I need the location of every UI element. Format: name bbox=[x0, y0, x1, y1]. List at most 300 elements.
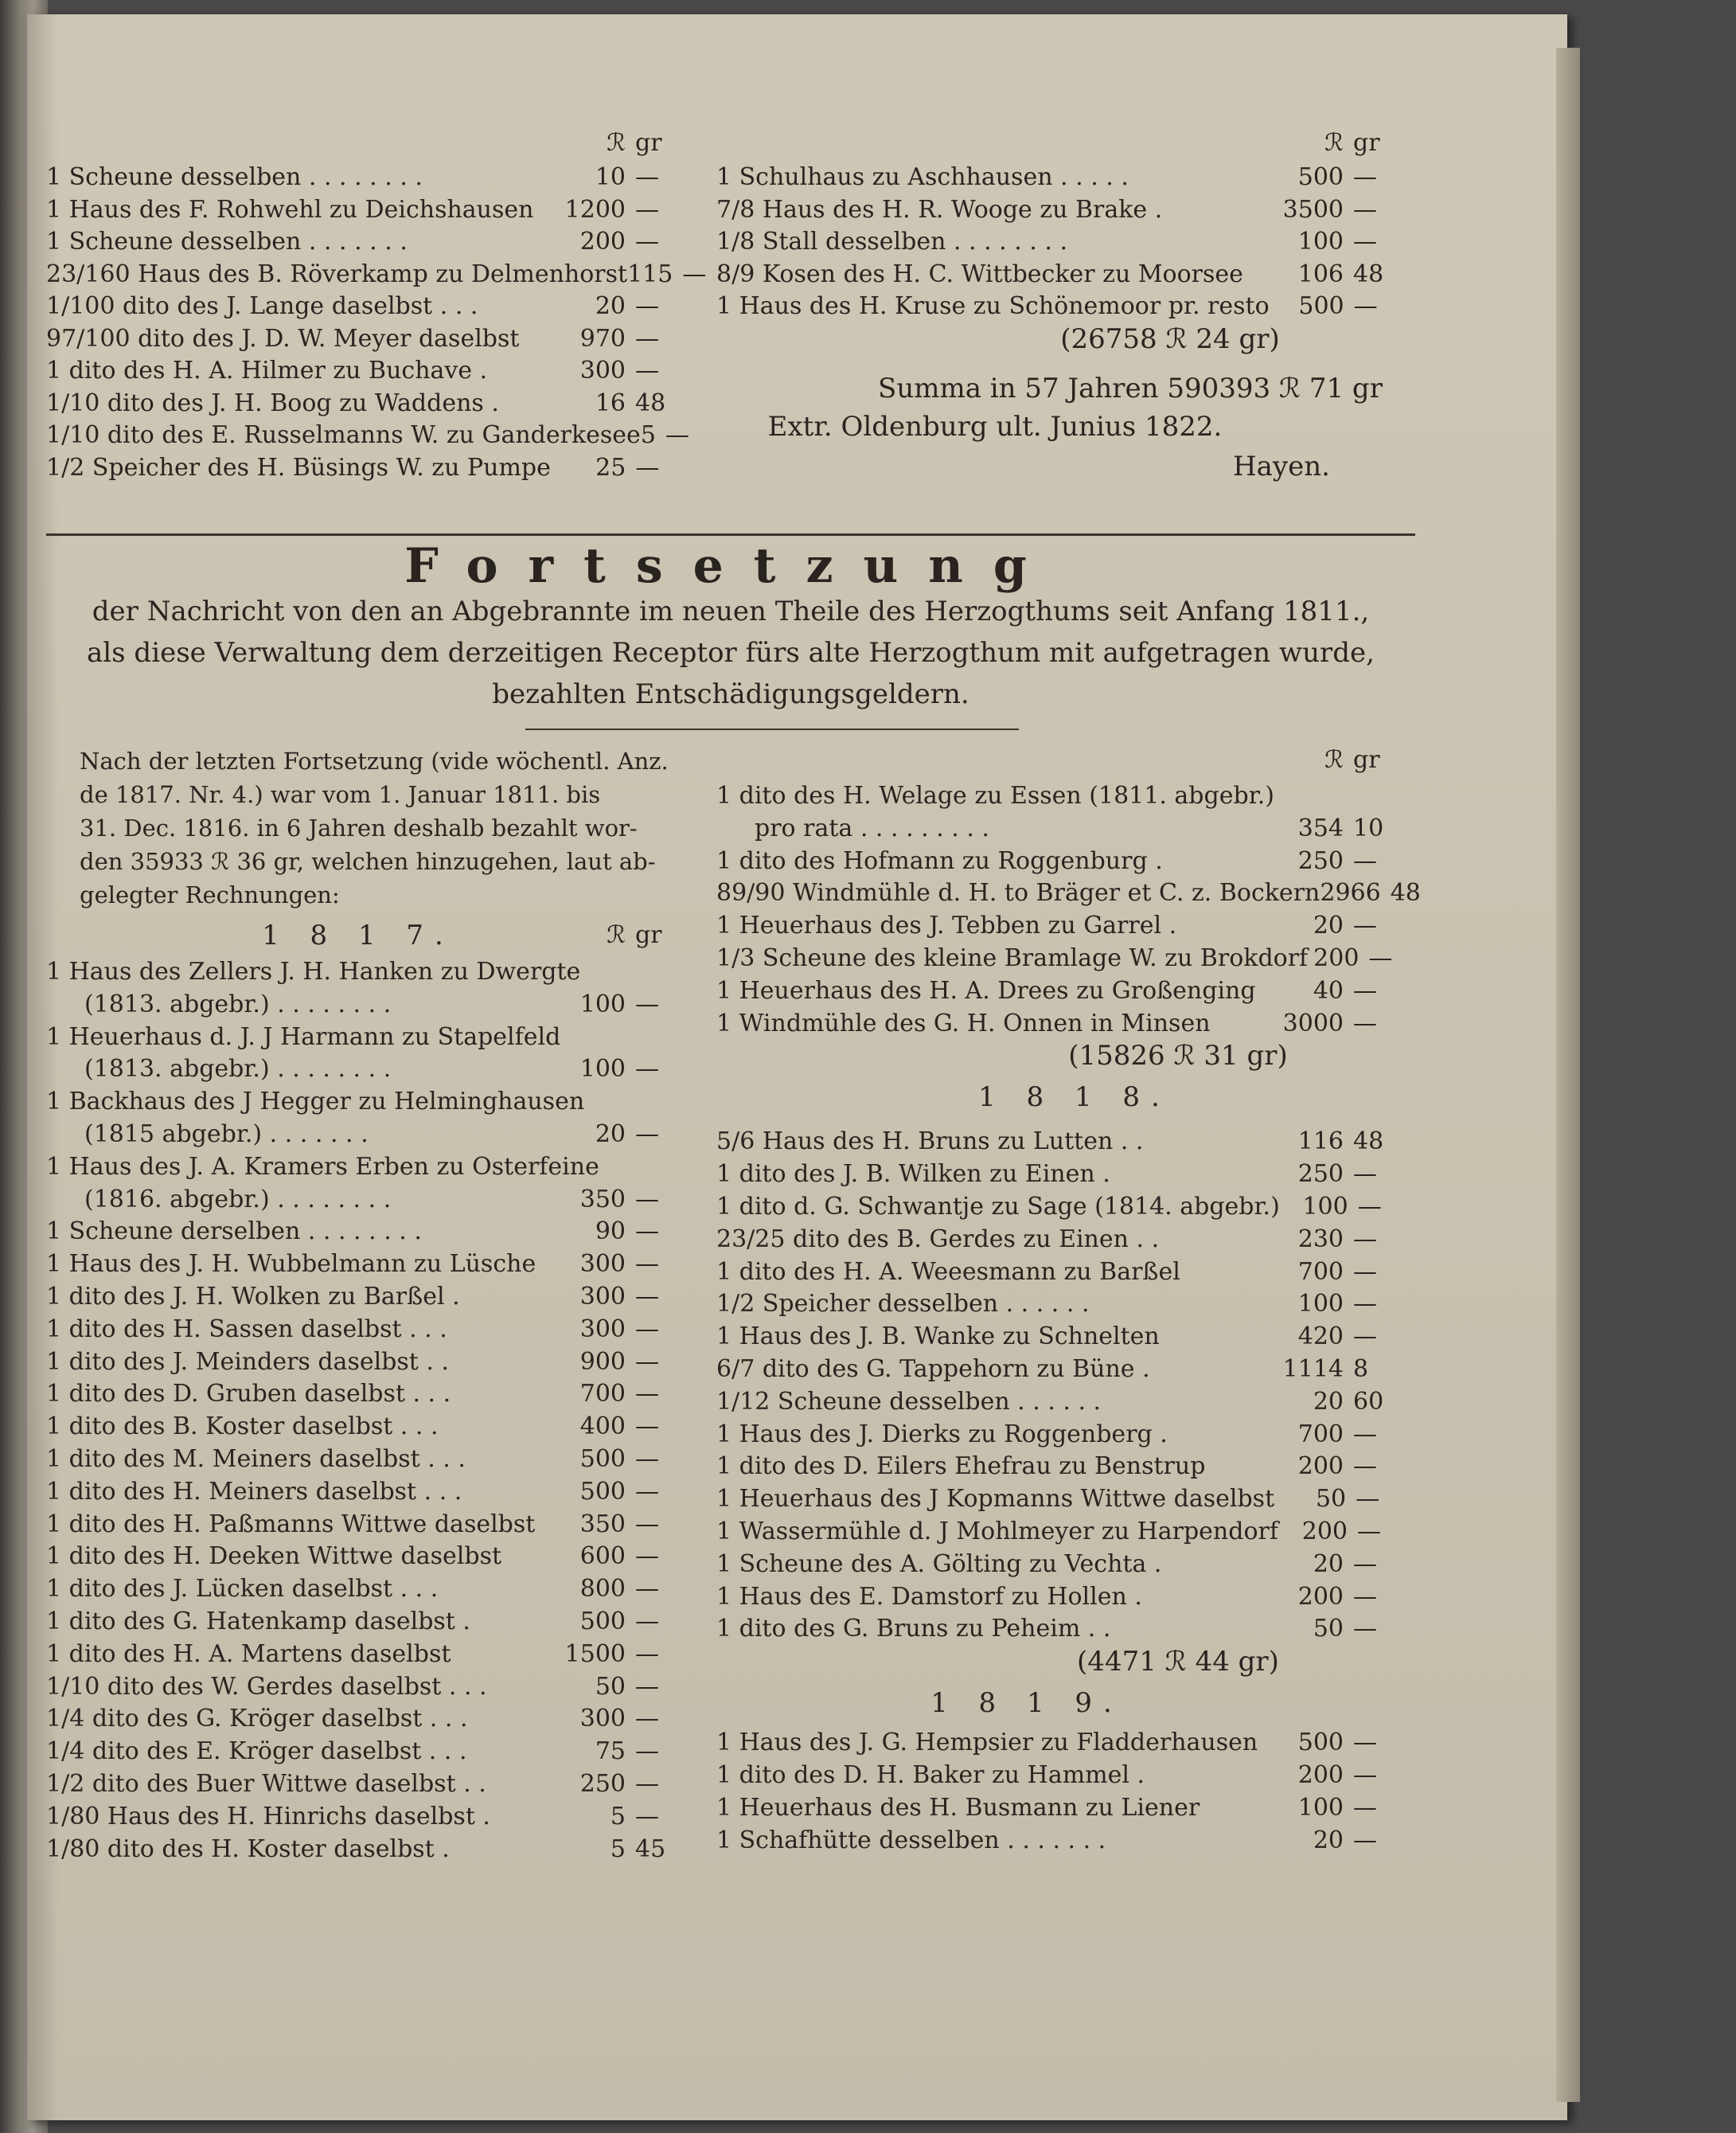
grote-unit-header: gr bbox=[1353, 129, 1380, 157]
entry-text: 1 dito des H. A. Martens daselbst bbox=[46, 1639, 451, 1668]
entry-thaler: 230 bbox=[1297, 1225, 1344, 1253]
intro-line: Nach der letzten Fortsetzung (vide wöchentl. Anz. bbox=[80, 748, 669, 775]
entry-thaler: 75 bbox=[595, 1737, 626, 1766]
entry-grote: — bbox=[635, 453, 660, 482]
right-column-header bbox=[716, 744, 1401, 776]
year-1817-row bbox=[46, 1573, 683, 1605]
entry-thaler: 20 bbox=[595, 292, 626, 320]
intro-line: de 1817. Nr. 4.) war vom 1. Januar 1811. bis bbox=[80, 781, 601, 808]
entry-thaler: 700 bbox=[1297, 1257, 1344, 1286]
year-1818-row bbox=[716, 1419, 1401, 1451]
entry-thaler: 2966 bbox=[1320, 879, 1381, 908]
entry-thaler: 600 bbox=[579, 1542, 626, 1571]
entry-thaler: 90 bbox=[595, 1217, 626, 1246]
top-left-row bbox=[46, 388, 683, 420]
entry-grote: 48 bbox=[635, 389, 666, 417]
right-1817-subtotal: (15826 ℛ 31 gr) bbox=[1068, 1040, 1288, 1072]
entry-text: 1 dito des J. Meinders daselbst . . bbox=[46, 1347, 449, 1376]
entry-grote: — bbox=[635, 195, 659, 224]
entry-grote: — bbox=[1353, 1290, 1377, 1318]
entry-text: 1 Haus des J. G. Hempsier zu Fladderhausen bbox=[716, 1729, 1258, 1757]
entry-text: 1 dito des D. Gruben daselbst . . . bbox=[46, 1380, 451, 1408]
entry-grote: — bbox=[665, 421, 689, 449]
top-left-row bbox=[46, 291, 683, 322]
entry-grote: — bbox=[635, 292, 659, 320]
entry-grote: — bbox=[1357, 1193, 1382, 1221]
entry-thaler: 100 bbox=[579, 990, 626, 1018]
entry-thaler: 500 bbox=[1297, 1729, 1344, 1757]
entry-text: (1815 abgebr.) . . . . . . . bbox=[84, 1120, 369, 1148]
entry-thaler: 106 bbox=[1297, 260, 1344, 288]
entry-grote: — bbox=[1353, 195, 1377, 224]
entry-thaler: 50 bbox=[1313, 1615, 1344, 1643]
year-1818-row bbox=[716, 1191, 1401, 1223]
entry-text: 1/100 dito des J. Lange daselbst . . . bbox=[46, 292, 478, 320]
year-1818-row bbox=[716, 1126, 1401, 1158]
year-1817-row bbox=[46, 1801, 683, 1833]
top-right-row bbox=[716, 194, 1401, 226]
entry-grote: — bbox=[1353, 846, 1377, 875]
entry-text: 1 Haus des J. H. Wubbelmann zu Lüsche bbox=[46, 1250, 536, 1279]
entry-thaler: 250 bbox=[1297, 1160, 1344, 1189]
entry-thaler: 100 bbox=[1302, 1193, 1348, 1221]
entry-grote: — bbox=[635, 990, 659, 1018]
entry-grote: — bbox=[635, 1737, 659, 1766]
entry-thaler: 3500 bbox=[1282, 195, 1344, 224]
year-1818-row bbox=[716, 1256, 1401, 1288]
entry-text: 1 dito des D. Eilers Ehefrau zu Benstrup bbox=[716, 1452, 1206, 1481]
entry-grote: — bbox=[635, 1412, 659, 1441]
entry-thaler: 500 bbox=[579, 1608, 626, 1635]
entry-text: 1/80 Haus des H. Hinrichs daselbst . bbox=[46, 1802, 490, 1830]
entry-grote: — bbox=[635, 1185, 659, 1213]
entry-text: 1 Haus des E. Damstorf zu Hollen . bbox=[716, 1582, 1142, 1611]
right-1817-row bbox=[716, 910, 1401, 942]
right-1817-row bbox=[716, 813, 1401, 845]
entry-thaler: 200 bbox=[1313, 944, 1360, 972]
entry-text: 1 Heuerhaus des J Kopmanns Wittwe daselbst bbox=[716, 1485, 1275, 1514]
entry-thaler: 100 bbox=[1297, 228, 1344, 256]
entry-text: 1 Backhaus des J Hegger zu Helminghausen bbox=[46, 1088, 585, 1116]
entry-text: 1 Heuerhaus des H. A. Drees zu Großenging bbox=[716, 976, 1256, 1005]
entry-thaler: 800 bbox=[579, 1575, 626, 1604]
year-1817-row bbox=[46, 1086, 683, 1118]
entry-text: 1/12 Scheune desselben . . . . . . bbox=[716, 1387, 1102, 1416]
thaler-unit-header: ℛ bbox=[607, 921, 626, 949]
year-1817-units bbox=[46, 920, 683, 951]
year-1817-row bbox=[46, 1119, 683, 1150]
entry-text: 1 Haus des Zellers J. H. Hanken zu Dwergte bbox=[46, 958, 581, 986]
entry-grote: — bbox=[635, 1380, 659, 1408]
right-1817-row bbox=[716, 1008, 1401, 1040]
entry-grote: 48 bbox=[1390, 879, 1421, 908]
entry-grote: — bbox=[635, 1283, 659, 1311]
entry-grote: — bbox=[635, 1477, 659, 1506]
entry-thaler: 300 bbox=[579, 1315, 626, 1343]
entry-grote: 60 bbox=[1353, 1387, 1384, 1416]
entry-grote: — bbox=[1353, 1322, 1377, 1351]
entry-thaler: 350 bbox=[579, 1185, 626, 1213]
entry-grote: — bbox=[1353, 1582, 1377, 1611]
year-1817-row bbox=[46, 1216, 683, 1248]
year-1819-heading: 1 8 1 9. bbox=[930, 1687, 1123, 1720]
entry-thaler: 200 bbox=[1297, 1761, 1344, 1789]
top-left-row bbox=[46, 420, 689, 451]
right-1817-row bbox=[716, 846, 1401, 877]
entry-grote: — bbox=[1353, 1615, 1377, 1643]
entry-thaler: 400 bbox=[579, 1412, 626, 1441]
entry-grote: — bbox=[1353, 1452, 1377, 1481]
entry-thaler: 354 bbox=[1297, 814, 1344, 842]
year-1817-row bbox=[46, 1834, 683, 1865]
year-1817-row bbox=[46, 1768, 683, 1800]
entry-thaler: 1200 bbox=[564, 195, 626, 224]
entry-text: 1 Haus des F. Rohwehl zu Deichshausen bbox=[46, 195, 534, 224]
entry-grote: — bbox=[635, 1608, 659, 1635]
entry-text: 23/160 Haus des B. Röverkamp zu Delmenhorst bbox=[46, 260, 628, 288]
entry-text: 89/90 Windmühle d. H. to Bräger et C. z. Bockern bbox=[716, 879, 1321, 908]
entry-thaler: 300 bbox=[579, 357, 626, 385]
entry-grote: 10 bbox=[1353, 814, 1384, 842]
top-right-row bbox=[716, 259, 1401, 291]
entry-text: 6/7 dito des G. Tappehorn zu Büne . bbox=[716, 1355, 1150, 1383]
entry-thaler: 200 bbox=[1297, 1582, 1344, 1611]
year-1817-row bbox=[46, 989, 683, 1021]
year-1818-row bbox=[716, 1581, 1401, 1613]
entry-grote: 48 bbox=[1353, 260, 1384, 288]
entry-thaler: 500 bbox=[579, 1445, 626, 1473]
signature: Hayen. bbox=[1233, 450, 1330, 482]
entry-text: 1 dito des J. B. Wilken zu Einen . bbox=[716, 1160, 1110, 1189]
entry-grote: — bbox=[635, 1055, 659, 1084]
top-right-row bbox=[716, 162, 1401, 193]
entry-thaler: 115 bbox=[627, 260, 673, 288]
entry-thaler: 25 bbox=[595, 453, 626, 482]
year-1818-row bbox=[716, 1483, 1401, 1515]
entry-thaler: 700 bbox=[1297, 1420, 1344, 1448]
year-1817-row bbox=[46, 1378, 683, 1410]
year-1817-row bbox=[46, 956, 683, 988]
entry-thaler: 200 bbox=[579, 228, 626, 256]
right-1817-row bbox=[716, 975, 1401, 1007]
entry-grote: — bbox=[1353, 1160, 1377, 1189]
entry-thaler: 500 bbox=[579, 1477, 626, 1506]
year-1818-row bbox=[716, 1158, 1401, 1190]
entry-text: 1/10 dito des J. H. Boog zu Waddens . bbox=[46, 389, 499, 417]
top-left-row bbox=[46, 226, 683, 258]
entry-thaler: 500 bbox=[1298, 292, 1344, 320]
year-1819-row bbox=[716, 1727, 1401, 1759]
entry-text: 1 Scheune desselben . . . . . . . bbox=[46, 228, 408, 256]
entry-thaler: 500 bbox=[1297, 163, 1344, 191]
entry-grote: — bbox=[635, 324, 659, 353]
entry-text: 1/2 Speicher desselben . . . . . . bbox=[716, 1290, 1090, 1318]
entry-text: 1 Haus des J. B. Wanke zu Schnelten bbox=[716, 1322, 1160, 1351]
heading-line-2: als diese Verwaltung dem derzeitigen Receptor fürs alte Herzogthum mit aufgetragen wurde, bbox=[87, 637, 1375, 669]
thaler-unit-header: ℛ bbox=[1324, 129, 1344, 157]
year-1818-row bbox=[716, 1451, 1401, 1483]
entry-text: 1 dito des H. Welage zu Essen (1811. abgebr.) bbox=[716, 782, 1274, 810]
year-1817-row bbox=[46, 1606, 683, 1638]
entry-grote: — bbox=[635, 1705, 659, 1733]
entry-thaler: 50 bbox=[595, 1672, 626, 1701]
section-title: Fortsetzung bbox=[404, 538, 1057, 594]
year-1817-row bbox=[46, 1541, 683, 1572]
entry-text: 1 Wassermühle d. J Mohlmeyer zu Harpendorf bbox=[716, 1518, 1278, 1545]
entry-grote: 8 bbox=[1353, 1355, 1369, 1383]
extract-line: Extr. Oldenburg ult. Junius 1822. bbox=[767, 410, 1223, 443]
entry-text: 1/3 Scheune des kleine Bramlage W. zu Brokdorf bbox=[716, 944, 1309, 972]
intro-line: gelegter Rechnungen: bbox=[80, 881, 340, 908]
entry-thaler: 20 bbox=[1313, 1549, 1344, 1578]
entry-grote: — bbox=[1353, 1549, 1377, 1578]
year-1817-row bbox=[46, 1703, 683, 1735]
entry-text: 1 Schafhütte desselben . . . . . . . bbox=[716, 1826, 1106, 1854]
entry-thaler: 250 bbox=[579, 1770, 626, 1798]
entry-grote: — bbox=[1353, 912, 1377, 940]
entry-text: 5/6 Haus des H. Bruns zu Lutten . . bbox=[716, 1127, 1144, 1156]
entry-grote: — bbox=[1353, 1729, 1377, 1757]
summa-total: Summa in 57 Jahren 590393 ℛ 71 gr bbox=[878, 372, 1383, 404]
entry-text: 1 dito des H. Sassen daselbst . . . bbox=[46, 1315, 447, 1343]
entry-thaler: 1500 bbox=[564, 1639, 626, 1668]
entry-thaler: 300 bbox=[579, 1250, 626, 1279]
top-divider-rule bbox=[46, 533, 1415, 536]
year-1817-heading: 1 8 1 7. bbox=[262, 920, 454, 951]
entry-thaler: 5 bbox=[610, 1802, 626, 1830]
entry-text: 1 Heuerhaus d. J. J Harmann zu Stapelfeld bbox=[46, 1022, 561, 1051]
entry-grote: — bbox=[635, 228, 659, 256]
entry-grote: — bbox=[635, 1770, 659, 1798]
top-left-row bbox=[46, 259, 707, 291]
top-left-row bbox=[46, 452, 683, 484]
top-right-column-header bbox=[716, 127, 1401, 159]
entry-text: 1 Scheune des A. Gölting zu Vechta . bbox=[716, 1549, 1162, 1578]
year-1817-row bbox=[46, 1151, 683, 1183]
entry-grote: — bbox=[1353, 1826, 1377, 1854]
year-1817-row bbox=[46, 1639, 683, 1670]
entry-text: 1 dito des H. A. Weeesmann zu Barßel bbox=[716, 1257, 1180, 1286]
year-1818-row bbox=[716, 1549, 1401, 1580]
entry-text: 1 dito des H. A. Hilmer zu Buchave . bbox=[46, 357, 488, 385]
entry-grote: — bbox=[1368, 944, 1393, 972]
entry-text: 1 Scheune derselben . . . . . . . . bbox=[46, 1217, 422, 1246]
entry-grote: — bbox=[635, 1315, 659, 1343]
heading-line-3: bezahlten Entschädigungsgeldern. bbox=[492, 678, 969, 710]
year-1819-row bbox=[716, 1825, 1401, 1857]
entry-text: 1 dito des D. H. Baker zu Hammel . bbox=[716, 1761, 1145, 1789]
entry-text: 1 Heuerhaus des H. Busmann zu Liener bbox=[716, 1793, 1200, 1822]
right-1817-row bbox=[716, 943, 1401, 975]
entry-text: 1 Schulhaus zu Aschhausen . . . . . bbox=[716, 163, 1129, 191]
entry-thaler: 420 bbox=[1297, 1322, 1344, 1351]
entry-text: 1/4 dito des E. Kröger daselbst . . . bbox=[46, 1737, 467, 1766]
entry-thaler: 16 bbox=[595, 389, 626, 417]
entry-thaler: 116 bbox=[1297, 1127, 1344, 1156]
heading-divider-rule bbox=[525, 729, 1019, 730]
entry-grote: — bbox=[635, 1802, 659, 1830]
entry-thaler: 40 bbox=[1313, 976, 1344, 1005]
entry-grote: — bbox=[635, 1445, 659, 1473]
entry-text: 1 dito des G. Bruns zu Peheim . . bbox=[716, 1615, 1111, 1643]
entry-text: 7/8 Haus des H. R. Wooge zu Brake . bbox=[716, 195, 1163, 224]
entry-grote: — bbox=[1356, 1485, 1380, 1514]
year-1817-row bbox=[46, 1314, 683, 1346]
entry-grote: — bbox=[635, 1347, 659, 1376]
entry-text: 1 dito des M. Meiners daselbst . . . bbox=[46, 1445, 466, 1473]
intro-line: 31. Dec. 1816. in 6 Jahren deshalb bezahlt wor- bbox=[80, 815, 638, 842]
intro-line: den 35933 ℛ 36 gr, welchen hinzugehen, laut ab- bbox=[80, 848, 656, 875]
top-left-row bbox=[46, 194, 683, 226]
entry-text: 1/2 dito des Buer Wittwe daselbst . . bbox=[46, 1770, 486, 1798]
entry-grote: — bbox=[635, 1542, 659, 1571]
right-1817-row bbox=[716, 877, 1421, 909]
top-left-row bbox=[46, 323, 683, 355]
entry-text: (1816. abgebr.) . . . . . . . . bbox=[84, 1185, 392, 1213]
thaler-unit-header: ℛ bbox=[1324, 746, 1344, 774]
entry-thaler: 700 bbox=[579, 1380, 626, 1408]
entry-grote: — bbox=[635, 1217, 659, 1246]
entry-text: 1/4 dito des G. Kröger daselbst . . . bbox=[46, 1705, 468, 1733]
entry-thaler: 250 bbox=[1297, 846, 1344, 875]
year-1818-subtotal: (4471 ℛ 44 gr) bbox=[1077, 1646, 1279, 1678]
entry-text: (1813. abgebr.) . . . . . . . . bbox=[84, 1055, 392, 1084]
entry-grote: — bbox=[635, 357, 659, 385]
entry-thaler: 20 bbox=[595, 1120, 626, 1148]
entry-thaler: 300 bbox=[579, 1283, 626, 1311]
entry-text: 1 dito d. G. Schwantje zu Sage (1814. abgebr.) bbox=[716, 1193, 1280, 1221]
entry-thaler: 20 bbox=[1313, 1826, 1344, 1854]
entry-text: 1 dito des Hofmann zu Roggenburg . bbox=[716, 846, 1163, 875]
entry-text: 1 Haus des J. Dierks zu Roggenberg . bbox=[716, 1420, 1168, 1448]
entry-grote: 48 bbox=[1353, 1127, 1384, 1156]
entry-grote: — bbox=[682, 260, 707, 288]
entry-text: 1 Scheune desselben . . . . . . . . bbox=[46, 163, 423, 191]
entry-grote: — bbox=[635, 1250, 659, 1279]
year-1817-row bbox=[46, 1281, 683, 1313]
entry-text: 1/10 dito des E. Russelmanns W. zu Ganderkesee bbox=[46, 421, 641, 449]
entry-text: 1 Windmühle des G. H. Onnen in Minsen bbox=[716, 1009, 1211, 1037]
entry-thaler: 10 bbox=[595, 163, 626, 191]
entry-grote: — bbox=[1353, 1009, 1377, 1037]
year-1817-row bbox=[46, 1736, 683, 1768]
entry-grote: 45 bbox=[635, 1834, 666, 1863]
entry-grote: — bbox=[635, 1639, 659, 1668]
entry-thaler: 350 bbox=[579, 1510, 626, 1538]
entry-thaler: 5 bbox=[610, 1834, 626, 1863]
entry-text: 23/25 dito des B. Gerdes zu Einen . . bbox=[716, 1225, 1160, 1253]
entry-grote: — bbox=[635, 1575, 659, 1604]
entry-text: 1 dito des H. Meiners daselbst . . . bbox=[46, 1477, 462, 1506]
entry-grote: — bbox=[1353, 1761, 1377, 1789]
year-1818-row bbox=[716, 1321, 1401, 1353]
entry-text: 1 dito des J. H. Wolken zu Barßel . bbox=[46, 1283, 460, 1311]
year-1817-row bbox=[46, 1509, 683, 1541]
entry-thaler: 100 bbox=[1297, 1290, 1344, 1318]
entry-text: 1 dito des B. Koster daselbst . . . bbox=[46, 1412, 439, 1441]
entry-text: 1/80 dito des H. Koster daselbst . bbox=[46, 1834, 450, 1863]
year-1818-row bbox=[716, 1224, 1401, 1256]
right-1817-row bbox=[716, 780, 1401, 812]
year-1817-row bbox=[46, 1248, 683, 1280]
entry-thaler: 900 bbox=[579, 1347, 626, 1376]
entry-thaler: 200 bbox=[1297, 1452, 1344, 1481]
year-1817-row bbox=[46, 1184, 683, 1216]
entry-thaler: 20 bbox=[1313, 1387, 1344, 1416]
top-right-subtotal: (26758 ℛ 24 gr) bbox=[1060, 322, 1280, 355]
year-1817-row bbox=[46, 1671, 683, 1703]
year-1819-row bbox=[716, 1792, 1401, 1824]
year-1817-row bbox=[46, 1022, 683, 1053]
entry-text: 1/8 Stall desselben . . . . . . . . bbox=[716, 228, 1067, 256]
entry-text: 1/10 dito des W. Gerdes daselbst . . . bbox=[46, 1672, 487, 1701]
thaler-unit-header: ℛ bbox=[607, 129, 626, 157]
year-1818-row bbox=[716, 1354, 1401, 1385]
entry-thaler: 5 bbox=[640, 421, 656, 449]
entry-grote: — bbox=[635, 1672, 659, 1701]
entry-thaler: 300 bbox=[579, 1705, 626, 1733]
top-right-row bbox=[716, 226, 1401, 258]
grote-unit-header: gr bbox=[635, 921, 662, 949]
entry-thaler: 100 bbox=[579, 1055, 626, 1084]
entry-grote: — bbox=[1353, 976, 1377, 1005]
entry-text: 1 dito des G. Hatenkamp daselbst . bbox=[46, 1608, 470, 1635]
entry-text: 1 dito des H. Deeken Wittwe daselbst bbox=[46, 1542, 502, 1571]
entry-grote: — bbox=[635, 163, 659, 191]
entry-thaler: 3000 bbox=[1282, 1009, 1344, 1037]
entry-text: 1 dito des J. Lücken daselbst . . . bbox=[46, 1575, 439, 1604]
heading-line-1: der Nachricht von den an Abgebrannte im neuen Theile des Herzogthums seit Anfang 1811., bbox=[92, 596, 1370, 627]
entry-thaler: 100 bbox=[1297, 1793, 1344, 1822]
entry-grote: — bbox=[635, 1120, 659, 1148]
entry-text: (1813. abgebr.) . . . . . . . . bbox=[84, 990, 392, 1018]
grote-unit-header: gr bbox=[1353, 746, 1380, 774]
entry-text: 1 Heuerhaus des J. Tebben zu Garrel . bbox=[716, 912, 1177, 940]
entry-text: 1 dito des H. Paßmanns Wittwe daselbst bbox=[46, 1510, 536, 1538]
year-1818-heading: 1 8 1 8. bbox=[978, 1081, 1171, 1114]
year-1818-row bbox=[716, 1288, 1401, 1320]
year-1818-row bbox=[716, 1386, 1401, 1418]
grote-unit-header: gr bbox=[635, 129, 662, 157]
entry-text: pro rata . . . . . . . . . bbox=[755, 814, 989, 842]
year-1818-row bbox=[716, 1613, 1401, 1645]
year-1817-row bbox=[46, 1346, 683, 1378]
top-right-row bbox=[716, 291, 1401, 322]
entry-grote: — bbox=[1353, 1793, 1377, 1822]
year-1819-row bbox=[716, 1760, 1401, 1791]
entry-thaler: 50 bbox=[1315, 1485, 1347, 1514]
entry-thaler: 1114 bbox=[1282, 1355, 1344, 1383]
page-edge bbox=[1556, 48, 1580, 2102]
entry-text: 8/9 Kosen des H. C. Wittbecker zu Moorsee bbox=[716, 260, 1243, 288]
top-left-row bbox=[46, 355, 683, 387]
year-1817-row bbox=[46, 1476, 683, 1508]
entry-thaler: 200 bbox=[1301, 1518, 1348, 1545]
year-1817-row bbox=[46, 1411, 683, 1443]
entry-text: 1 Haus des J. A. Kramers Erben zu Osterfeine bbox=[46, 1152, 599, 1181]
entry-grote: — bbox=[1353, 292, 1378, 320]
entry-grote: — bbox=[1353, 1225, 1377, 1253]
entry-grote: — bbox=[1353, 1420, 1377, 1448]
year-1817-row bbox=[46, 1443, 683, 1475]
year-1817-row bbox=[46, 1053, 683, 1085]
entry-grote: — bbox=[1357, 1518, 1382, 1545]
top-left-row bbox=[46, 162, 683, 193]
entry-grote: — bbox=[635, 1510, 659, 1538]
entry-text: 1 Haus des H. Kruse zu Schönemoor pr. resto bbox=[716, 292, 1270, 320]
entry-text: 97/100 dito des J. D. W. Meyer daselbst bbox=[46, 324, 520, 353]
top-left-column-header bbox=[46, 127, 683, 159]
